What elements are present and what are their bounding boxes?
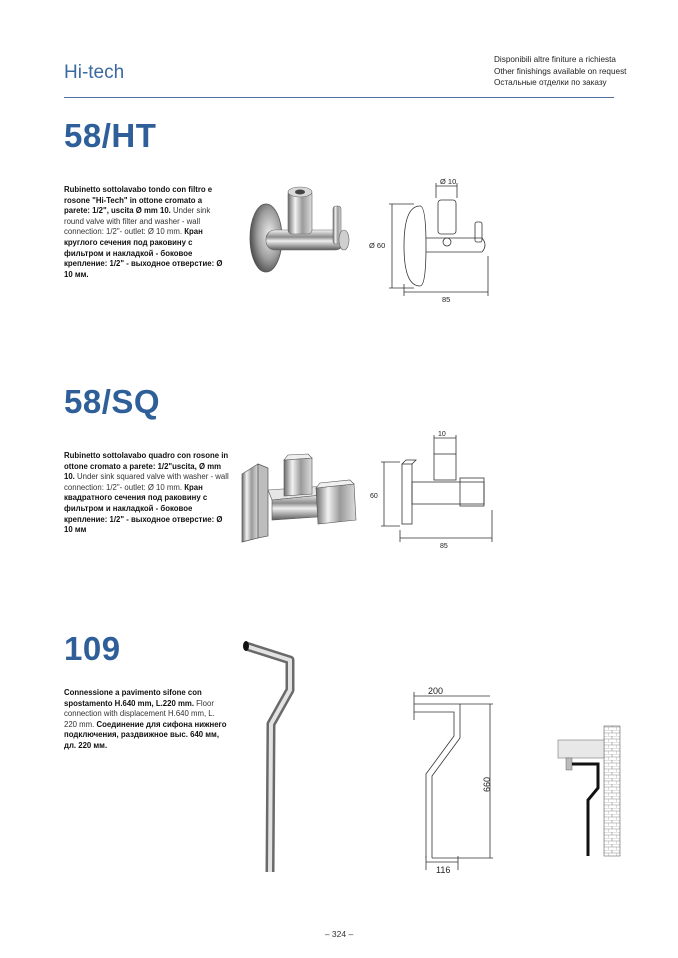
dim-top-109: 200 [428, 686, 444, 696]
description-it: Rubinetto sottolavabo tondo con filtro e rosone "Hi-Tech" in ottone cromato a parete: 1/2", uscita Ø mm 10. [64, 185, 213, 216]
finishes-note-it: Disponibili altre finiture a richiesta [494, 55, 616, 64]
description-en: Under sink squared valve with washer - wall connection: 1/2"- outlet: Ø 10 mm. [64, 472, 229, 492]
product-code-58sq: 58/SQ [64, 383, 161, 420]
installation-diagram-109 [552, 724, 624, 860]
dim-bottom-109: 116 [436, 865, 451, 875]
product-code-58ht: 58/HT [64, 117, 157, 154]
finishes-note [494, 54, 626, 89]
dim-bottom-58ht: 85 [442, 295, 451, 304]
description-ru: Кран квадратного сечения под раковину с фильтром и накладкой - боковое крепление: 1/2" - выходное отверстие: Ø 10 мм [64, 482, 223, 535]
technical-drawing-58ht [364, 176, 494, 306]
description-ru: Соединение для сифона нижнего подключения, раздвижное выс. 640 мм, дл. 220 мм. [64, 719, 227, 750]
description-it: Rubinetto sottolavabo quadro con rosone in ottone cromato a parete: 1/2"uscita, Ø mm 10. [64, 451, 229, 482]
description-en: Floor connection with displacement H.640 mm, L. 220 mm. [64, 698, 215, 729]
dim-left-58sq: 60 [370, 493, 378, 500]
dim-top-58sq: 10 [438, 431, 446, 438]
description-en: Under sink round valve with filter and washer - wall connection: 1/2"- outlet: Ø 10 mm. [64, 206, 211, 237]
page-number: – 324 – [324, 929, 354, 939]
dim-top-58ht: Ø 10 [440, 177, 457, 186]
technical-drawing-109 [398, 680, 508, 880]
dim-bottom-58sq: 85 [440, 543, 448, 550]
product-description-58sq [64, 451, 229, 536]
description-ru: Кран круглого сечения под раковину с фильтром и накладкой - боковое крепление: 1/2" - выходное отверстие: Ø 10 мм. [64, 227, 223, 279]
product-description-58ht [64, 185, 229, 280]
finishes-note-ru: Остальные отделки по заказу [494, 78, 607, 87]
technical-drawing-58sq [366, 426, 496, 551]
dim-left-58ht: Ø 60 [369, 241, 386, 250]
section-title: Hi-tech [64, 62, 125, 83]
finishes-note-en: Other finishings available on request [494, 66, 627, 76]
product-photo-58sq [236, 450, 366, 545]
product-description-109 [64, 688, 229, 752]
product-photo-109 [238, 632, 308, 880]
product-photo-58ht [240, 180, 365, 280]
header-divider [64, 97, 614, 98]
product-code-109: 109 [64, 630, 121, 667]
dim-right-109: 660 [482, 776, 492, 792]
description-it: Connessione a pavimento sifone con spostamento H.640 mm, L.220 mm. [64, 688, 202, 708]
